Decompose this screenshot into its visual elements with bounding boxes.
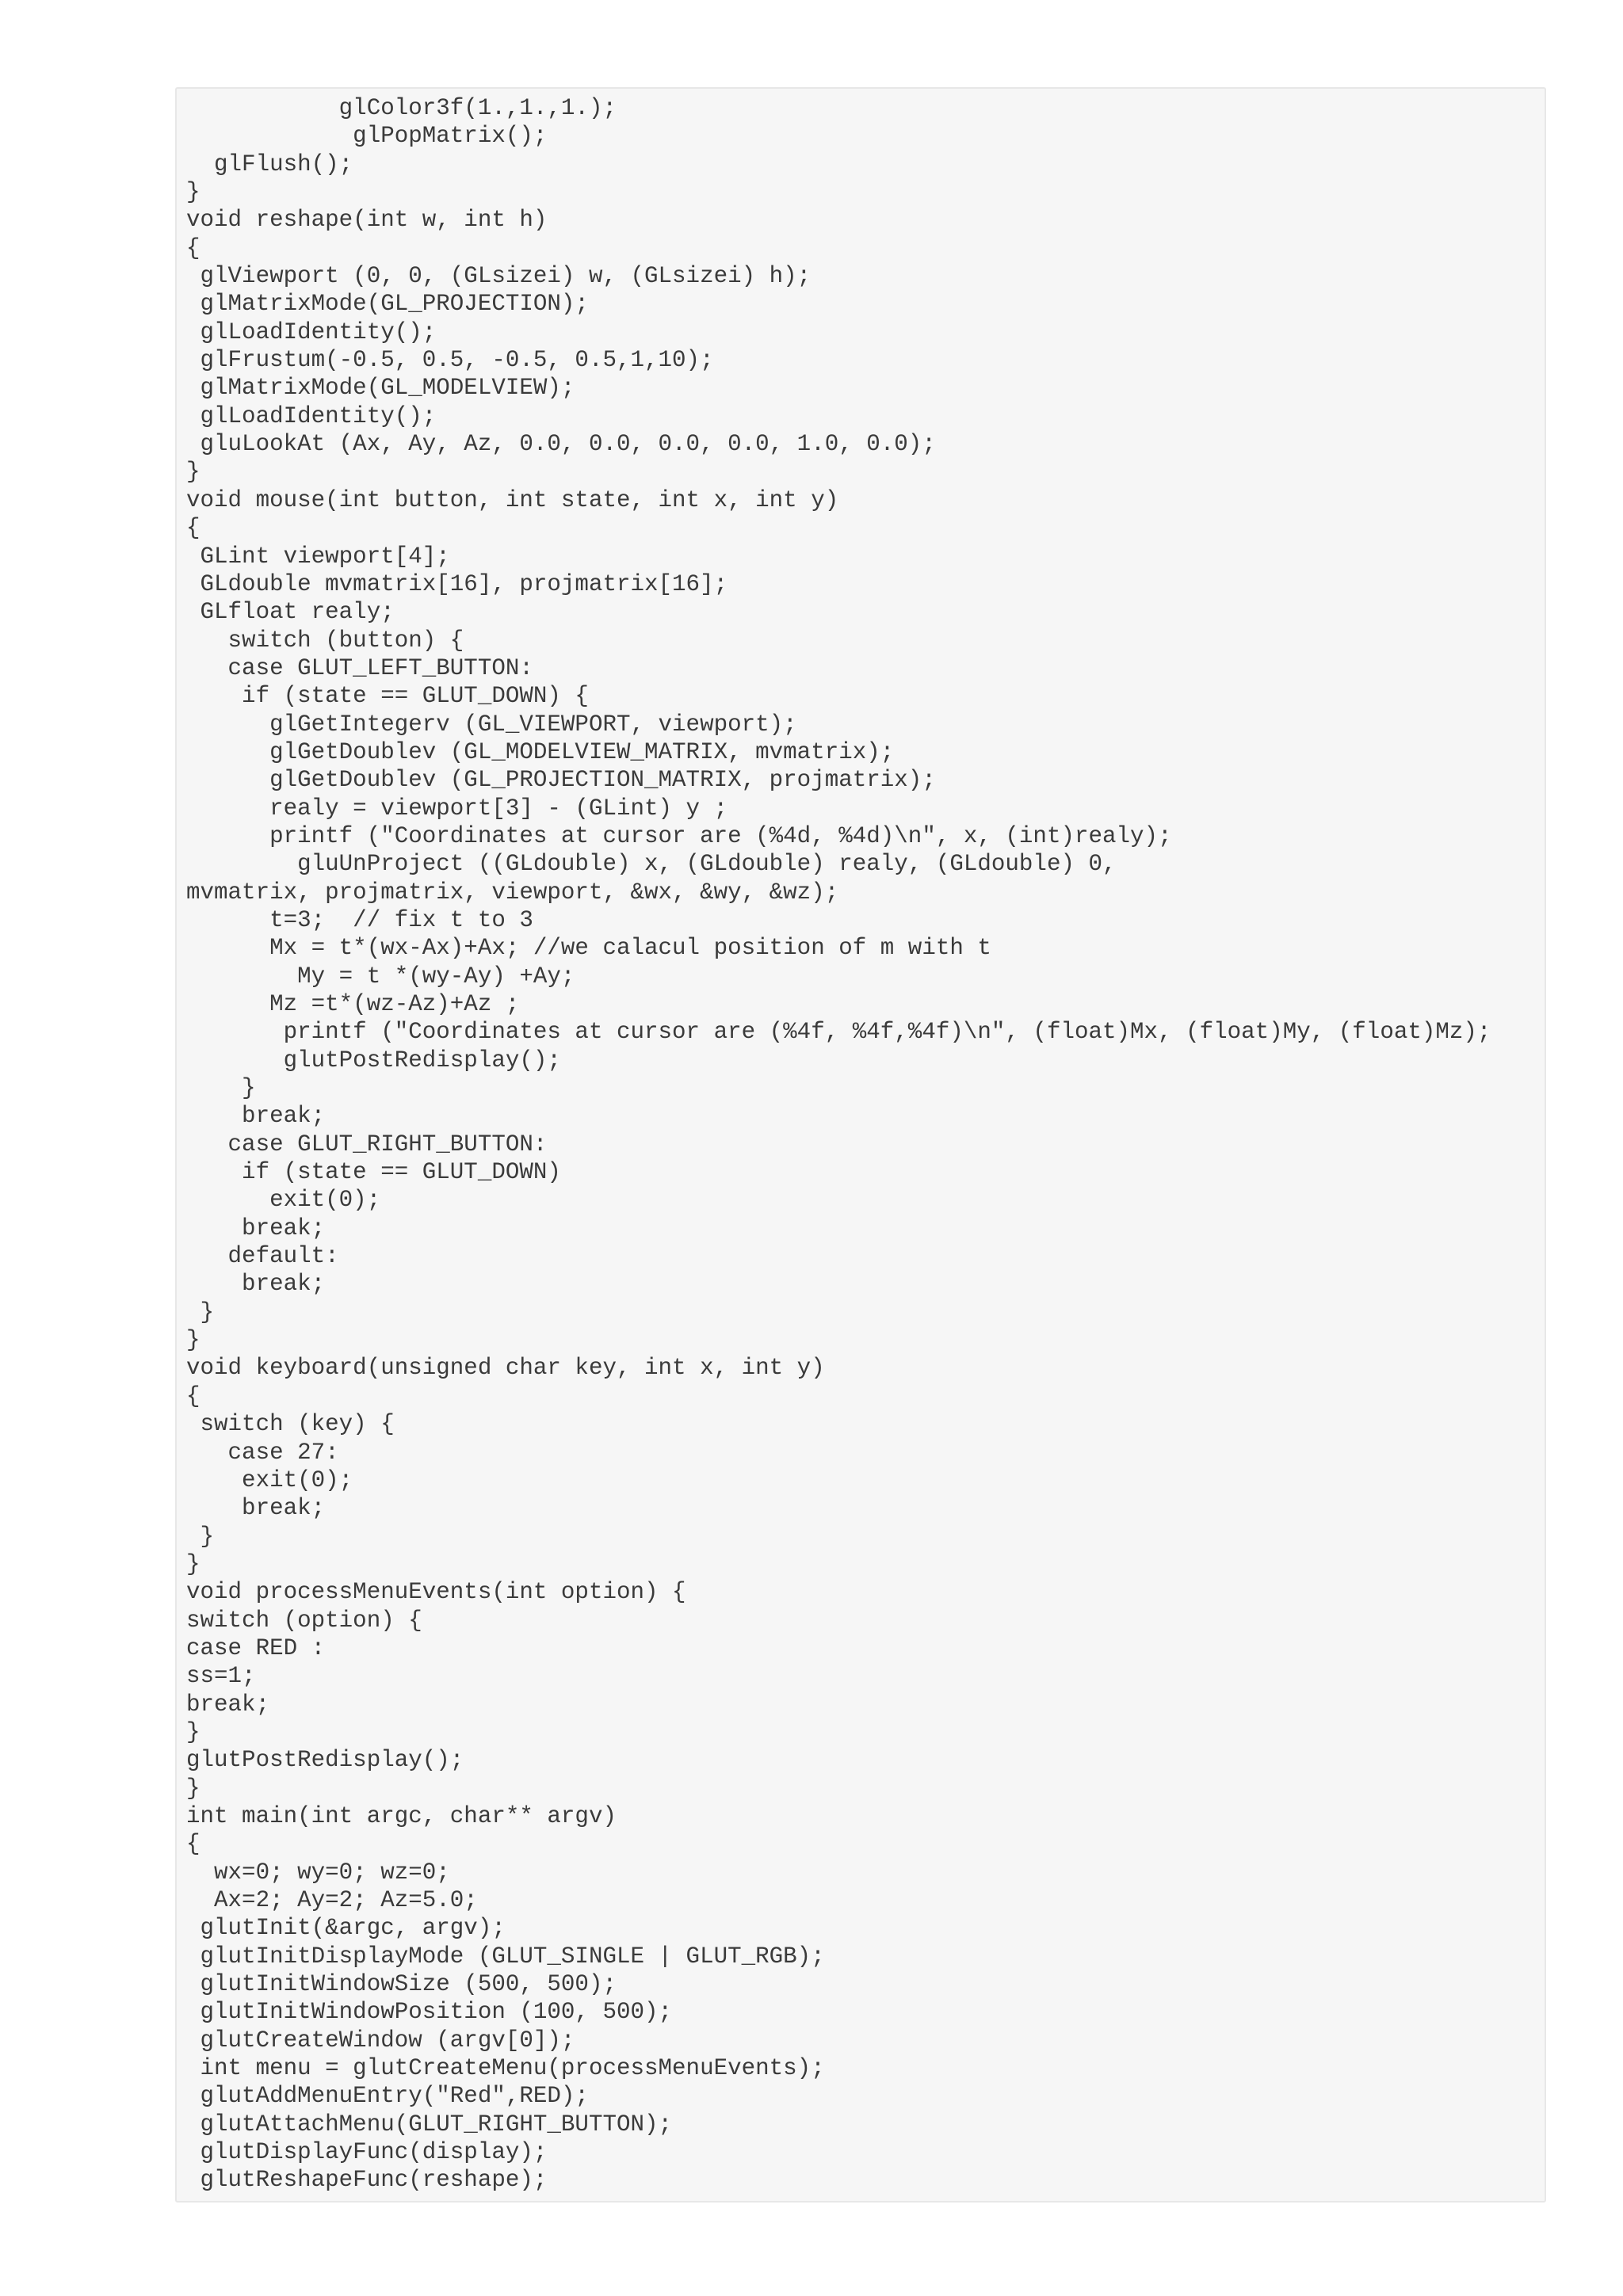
code-line: glFrustum(-0.5, 0.5, -0.5, 0.5,1,10);: [186, 347, 714, 374]
code-line: case GLUT_RIGHT_BUTTON:: [186, 1131, 548, 1158]
code-line: break;: [186, 1495, 326, 1522]
code-line: glutInit(&argc, argv);: [186, 1915, 506, 1942]
code-line: }: [186, 1718, 200, 1745]
code-line: glColor3f(1.,1.,1.);: [186, 95, 617, 121]
code-line: mvmatrix, projmatrix, viewport, &wx, &wy, &wz);: [186, 879, 839, 906]
code-line: glLoadIdentity();: [186, 318, 437, 345]
code-line: gluLookAt (Ax, Ay, Az, 0.0, 0.0, 0.0, 0.0, 1.0, 0.0);: [186, 431, 936, 458]
code-line: GLint viewport[4];: [186, 543, 450, 570]
code-line: switch (button) {: [186, 627, 464, 654]
code-line: glutDisplayFunc(display);: [186, 2139, 548, 2166]
code-block: [175, 87, 1546, 2203]
code-line: glutPostRedisplay();: [186, 1047, 561, 1074]
code-line: {: [186, 235, 200, 261]
code-line: void reshape(int w, int h): [186, 207, 548, 234]
code-line: glFlush();: [186, 151, 353, 177]
code-line: glutCreateWindow (argv[0]);: [186, 2027, 575, 2054]
code-line: glPopMatrix();: [186, 123, 548, 150]
code-line: ss=1;: [186, 1663, 256, 1690]
code-line: glGetDoublev (GL_PROJECTION_MATRIX, projmatrix);: [186, 767, 936, 794]
code-line: if (state == GLUT_DOWN): [186, 1159, 561, 1186]
code-line: break;: [186, 1271, 326, 1298]
code-line: glLoadIdentity();: [186, 402, 437, 429]
code-line: Ax=2; Ay=2; Az=5.0;: [186, 1887, 478, 1913]
code-line: break;: [186, 1103, 326, 1130]
code-line: exit(0);: [186, 1187, 381, 1214]
code-line: glutInitWindowPosition (100, 500);: [186, 1999, 673, 2026]
code-line: switch (option) {: [186, 1607, 422, 1634]
code-line: glutAttachMenu(GLUT_RIGHT_BUTTON);: [186, 2111, 673, 2138]
code-line: }: [186, 459, 200, 486]
code-line: }: [186, 1775, 200, 1802]
code-line: }: [186, 1299, 215, 1325]
code-line: case 27:: [186, 1439, 339, 1466]
code-line: case RED :: [186, 1634, 326, 1661]
code-line: gluUnProject ((GLdouble) x, (GLdouble) realy, (GLdouble) 0,: [186, 851, 1117, 878]
code-line: {: [186, 515, 200, 542]
code-line: Mx = t*(wx-Ax)+Ax; //we calacul position of m with t: [186, 935, 991, 962]
code-line: {: [186, 1831, 200, 1858]
code-line: if (state == GLUT_DOWN) {: [186, 683, 589, 710]
code-line: t=3; // fix t to 3: [186, 906, 533, 933]
code-line: printf ("Coordinates at cursor are (%4d, %4d)\n", x, (int)realy);: [186, 822, 1172, 849]
code-line: GLdouble mvmatrix[16], projmatrix[16];: [186, 570, 728, 597]
code-line: switch (key) {: [186, 1411, 395, 1438]
code-line: }: [186, 179, 200, 206]
code-line: glutInitDisplayMode (GLUT_SINGLE | GLUT_RGB);: [186, 1943, 825, 1970]
code-line: glutReshapeFunc(reshape);: [186, 2167, 548, 2194]
code-line: int main(int argc, char** argv): [186, 1802, 617, 1829]
code-line: }: [186, 1523, 215, 1550]
code-line: glMatrixMode(GL_PROJECTION);: [186, 291, 589, 318]
code-line: }: [186, 1550, 200, 1577]
code-line: realy = viewport[3] - (GLint) y ;: [186, 795, 728, 822]
code-line: glutAddMenuEntry("Red",RED);: [186, 2083, 589, 2110]
code-line: glGetIntegerv (GL_VIEWPORT, viewport);: [186, 711, 797, 738]
code-line: case GLUT_LEFT_BUTTON:: [186, 654, 533, 681]
code-line: exit(0);: [186, 1466, 353, 1493]
code-line: void mouse(int button, int state, int x, int y): [186, 486, 839, 513]
code-line: void keyboard(unsigned char key, int x, int y): [186, 1355, 825, 1382]
code-line: }: [186, 1327, 200, 1354]
code-line: glutInitWindowSize (500, 500);: [186, 1971, 617, 1998]
code-line: Mz =t*(wz-Az)+Az ;: [186, 991, 520, 1017]
code-line: }: [186, 1075, 256, 1102]
code-line: glGetDoublev (GL_MODELVIEW_MATRIX, mvmatrix);: [186, 738, 895, 765]
code-line: GLfloat realy;: [186, 599, 395, 626]
code-line: My = t *(wy-Ay) +Ay;: [186, 963, 575, 990]
code-line: void processMenuEvents(int option) {: [186, 1579, 686, 1606]
code-line: default:: [186, 1243, 339, 1270]
code-line: {: [186, 1383, 200, 1409]
code-line: break;: [186, 1691, 270, 1718]
code-line: printf ("Coordinates at cursor are (%4f, %4f,%4f)\n", (float)Mx, (float)My, (float)Mz);: [186, 1019, 1491, 1046]
code-line: glMatrixMode(GL_MODELVIEW);: [186, 375, 575, 402]
code-line: glViewport (0, 0, (GLsizei) w, (GLsizei) h);: [186, 263, 812, 290]
code-line: break;: [186, 1215, 326, 1241]
code-line: int menu = glutCreateMenu(processMenuEvents);: [186, 2055, 825, 2082]
code-line: glutPostRedisplay();: [186, 1747, 464, 1774]
code-line: wx=0; wy=0; wz=0;: [186, 1859, 450, 1886]
